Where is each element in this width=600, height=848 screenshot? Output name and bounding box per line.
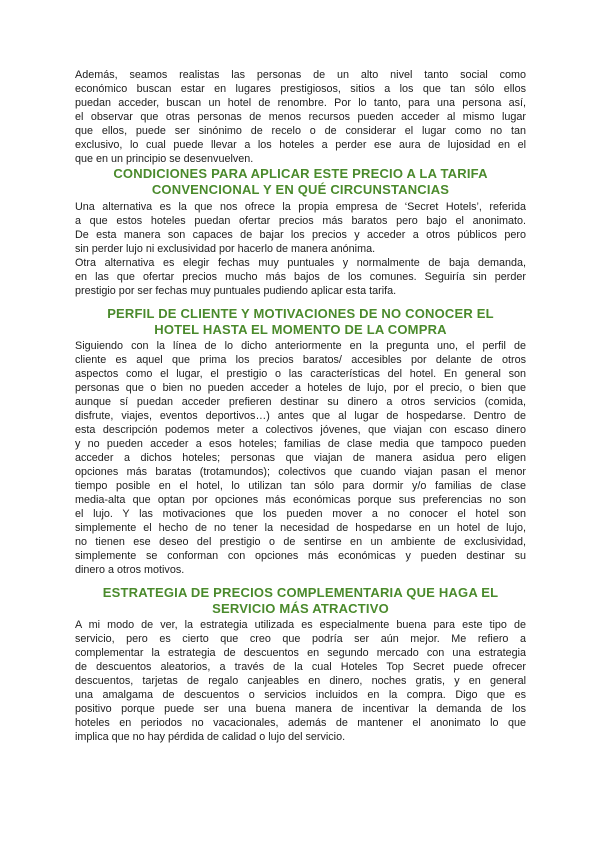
section-heading-client-profile (75, 306, 526, 337)
paragraph-line: disfrute, viajes, eventos deportivos…) antes que al lugar de hospedarse. Dentro de (75, 410, 526, 422)
client-profile-paragraph (75, 339, 526, 577)
intro-paragraph (75, 68, 526, 166)
section-heading-line: SERVICIO MÁS ATRACTIVO (212, 600, 389, 616)
paragraph-line: Además, seamos realistas las personas de un alto nivel tanto social como (75, 69, 526, 81)
paragraph-line: prestigio por ser fechas muy puntuales pudiendo aplicar esta tarifa. (75, 285, 397, 297)
paragraph-line: media-alta que optan por opciones más económicas porque sus preferencias no son (75, 494, 526, 506)
section-heading-line: PERFIL DE CLIENTE Y MOTIVACIONES DE NO CONOCER EL (107, 306, 494, 321)
paragraph-line: simplemente el hecho de no tener la necesidad de hospedarse en un hotel de lujo, (75, 522, 526, 534)
section-heading-line: ESTRATEGIA DE PRECIOS COMPLEMENTARIA QUE HAGA EL (102, 585, 499, 600)
paragraph-line: servicio, pero es cierto que creo que podría ser aún mejor. Me refiero a (75, 633, 526, 645)
paragraph-line: el lujo. Y las motivaciones que los pueden mover a no conocer el hotel son (75, 508, 526, 520)
paragraph-line: puedan acceder, buscan un hotel de renombre. Por lo tanto, para una persona así, (75, 97, 526, 109)
paragraph-line: descuentos, tarjetas de regalo canjeables en dinero, noches gratis, y en general (75, 675, 526, 687)
paragraph-line: A mi modo de ver, la estrategia utilizada es especialmente buena para este tipo de (75, 619, 526, 631)
paragraph-line: cliente es aquel que prima los precios baratos/ accesibles por delante de otros (75, 354, 526, 366)
paragraph-line: personas que o bien no pueden acceder a hoteles de lujo, por el precio, o bien que (75, 382, 526, 394)
paragraph-line: positivo porque puede ser una buena manera de incentivar la demanda de los (75, 703, 526, 715)
section-heading-pricing-strategy (75, 585, 526, 616)
paragraph-line: tiempo posible en el hotel, lo utilizan tan sólo para dormir y/o familias de clase (75, 480, 526, 492)
paragraph-line: que en un principio se desenvuelven. (75, 153, 254, 165)
paragraph-line: económico buscan estar en lugares prestigiosos, sitios a los que tan sólo ellos (75, 83, 526, 95)
paragraph-line: exclusivo, lo cual puede llevar a los hoteles a perder ese aura de lujosidad en el (75, 139, 526, 151)
paragraph-line: Siguiendo con la línea de lo dicho anteriormente en la pregunta uno, el perfil de (75, 340, 526, 352)
paragraph-line: Otra alternativa es elegir fechas muy puntuales y normalmente de baja demanda, (75, 257, 526, 269)
paragraph-line: el observar que otras personas de menos recursos pueden acceder al mismo lugar (75, 111, 526, 123)
paragraph-line: De esta manera son capaces de bajar los precios y acceder a otros públicos pero (75, 229, 526, 241)
section-heading-conditions (75, 166, 526, 197)
paragraph-line: implica que no hay pérdida de calidad o lujo del servicio. (75, 731, 346, 743)
pricing-strategy-paragraph (75, 618, 526, 744)
section-heading-line: CONDICIONES PARA APLICAR ESTE PRECIO A LA TARIFA (113, 166, 488, 181)
paragraph-line: Una alternativa es la que nos ofrece la propia empresa de ‘Secret Hotels’, referida (75, 201, 526, 213)
paragraph-line: opciones más baratas (trotamundos); colectivos que cuando viajan pasan el menor (75, 466, 526, 478)
conditions-paragraph (75, 256, 526, 298)
paragraph-line: hoteles en periodos no vacacionales, además de mantener el anonimato lo que (75, 717, 526, 729)
paragraph-line: que ellos, puede ser sinónimo de recelo o de considerar el lugar como no tan (75, 125, 526, 137)
paragraph-line: una amalgama de descuentos o servicios incluidos en la compra. Digo que es (75, 689, 526, 701)
section-heading-line: HOTEL HASTA EL MOMENTO DE LA COMPRA (154, 321, 447, 337)
paragraph-line: dinero a otros motivos. (75, 564, 185, 576)
paragraph-line: aspectos como el lugar, el prestigio o las características del hotel. En general son (75, 368, 526, 380)
paragraph-line: no tienen ese deseo del prestigio o de sentirse en un ambiente de exclusividad, (75, 536, 526, 548)
paragraph-line: simplemente se conforman con opciones más económicas y pueden destinar su (75, 550, 526, 562)
paragraph-line: a que estos hoteles puedan ofertar precios más baratos pero bajo el anonimato. (75, 215, 526, 227)
paragraph-line: acceder a dichos hoteles; personas que viajan de manera asidua pero eligen (75, 452, 526, 464)
paragraph-line: de descuentos aleatorios, a través de la cual Hoteles Top Secret puede ofrecer (75, 661, 526, 673)
paragraph-line: esta descripción podemos meter a colectivos jóvenes, que viajan con escaso dinero (75, 424, 526, 436)
paragraph-line: sin perder lujo ni exclusividad por hacerlo de manera anónima. (75, 243, 376, 255)
page-content (75, 68, 526, 744)
paragraph-line: y no pueden acceder a esos hoteles; familias de clase media que tampoco pueden (75, 438, 526, 450)
paragraph-line: complementar la estrategia de descuentos en segundo mercado con una estrategia (75, 647, 526, 659)
paragraph-line: aunque sí puedan acceder prefieren destinar su dinero a otros servicios (comida, (75, 396, 526, 408)
section-heading-line: CONVENCIONAL Y EN QUÉ CIRCUNSTANCIAS (151, 181, 450, 197)
paragraph-line: en las que ofertar precios mucho más bajos de los comunes. Seguiría sin perder (75, 271, 526, 283)
conditions-paragraph (75, 200, 526, 256)
